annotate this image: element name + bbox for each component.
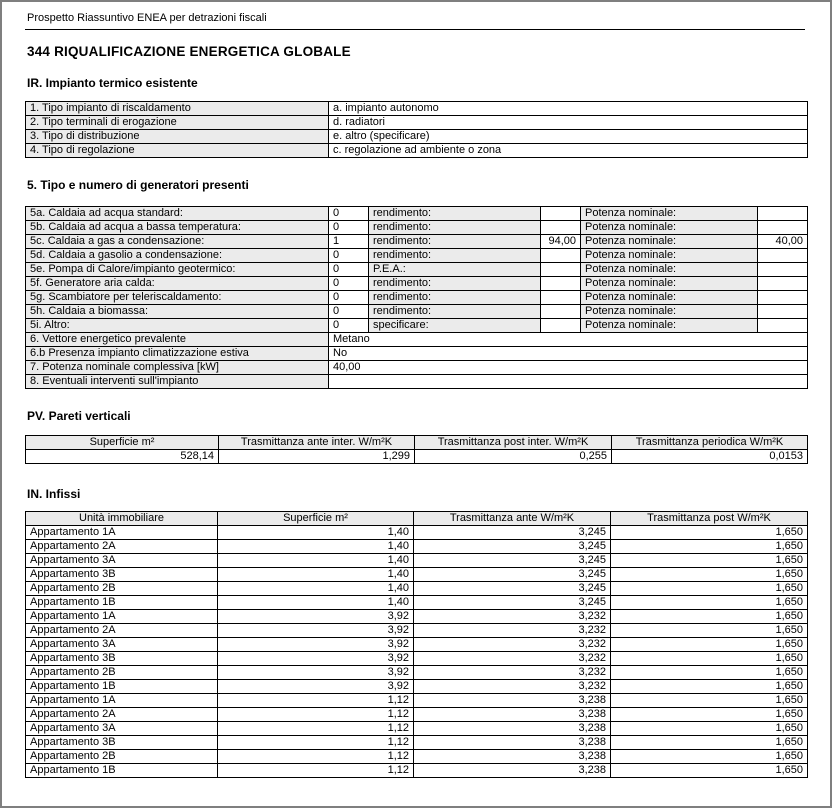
infissi-unit-cell: Appartamento 2A <box>26 624 218 638</box>
summary-row-label: 6. Vettore energetico prevalente <box>26 333 329 347</box>
infissi-trasmittanza-post-cell: 1,650 <box>611 736 808 750</box>
impianto-summary-row <box>26 347 808 361</box>
infissi-row <box>26 610 808 624</box>
generatore-param-label: rendimento: <box>369 277 541 291</box>
generatore-count: 0 <box>329 291 369 305</box>
generatore-param-label: specificare: <box>369 319 541 333</box>
generatori-table <box>25 206 808 389</box>
infissi-trasmittanza-ante-cell: 3,232 <box>414 680 611 694</box>
infissi-trasmittanza-post-cell: 1,650 <box>611 624 808 638</box>
generatore-power-value <box>758 305 808 319</box>
infissi-superficie-cell: 1,12 <box>218 736 414 750</box>
infissi-trasmittanza-ante-cell: 3,238 <box>414 750 611 764</box>
generatore-row <box>26 249 808 263</box>
infissi-trasmittanza-post-cell: 1,650 <box>611 596 808 610</box>
infissi-trasmittanza-post-cell: 1,650 <box>611 666 808 680</box>
pareti-value-cell: 0,0153 <box>612 450 808 464</box>
generatore-row <box>26 277 808 291</box>
infissi-superficie-cell: 3,92 <box>218 666 414 680</box>
generatore-power-value <box>758 277 808 291</box>
infissi-trasmittanza-ante-cell: 3,232 <box>414 610 611 624</box>
infissi-trasmittanza-ante-cell: 3,232 <box>414 624 611 638</box>
infissi-unit-cell: Appartamento 2A <box>26 540 218 554</box>
infissi-unit-cell: Appartamento 2B <box>26 666 218 680</box>
generatore-row <box>26 291 808 305</box>
infissi-unit-cell: Appartamento 1A <box>26 694 218 708</box>
generatore-power-label: Potenza nominale: <box>581 235 758 249</box>
infissi-unit-cell: Appartamento 1B <box>26 680 218 694</box>
infissi-superficie-cell: 1,40 <box>218 540 414 554</box>
infissi-trasmittanza-ante-cell: 3,245 <box>414 540 611 554</box>
generatore-power-value <box>758 221 808 235</box>
infissi-trasmittanza-ante-cell: 3,238 <box>414 722 611 736</box>
generatore-power-label: Potenza nominale: <box>581 263 758 277</box>
section-heading-impianto-termico: IR. Impianto termico esistente <box>27 76 198 90</box>
generatore-param-label: P.E.A.: <box>369 263 541 277</box>
generatore-param-value: 94,00 <box>541 235 581 249</box>
infissi-trasmittanza-post-cell: 1,650 <box>611 694 808 708</box>
generatore-param-label: rendimento: <box>369 305 541 319</box>
section-heading-generatori: 5. Tipo e numero di generatori presenti <box>27 178 249 192</box>
generatore-label: 5f. Generatore aria calda: <box>26 277 329 291</box>
infissi-trasmittanza-post-cell: 1,650 <box>611 610 808 624</box>
generatore-count: 0 <box>329 207 369 221</box>
generatore-power-label: Potenza nominale: <box>581 305 758 319</box>
impianto-summary-row <box>26 375 808 389</box>
impianto-row <box>26 144 808 158</box>
infissi-unit-cell: Appartamento 3A <box>26 638 218 652</box>
infissi-row <box>26 764 808 778</box>
infissi-superficie-cell: 1,40 <box>218 526 414 540</box>
infissi-unit-cell: Appartamento 3B <box>26 568 218 582</box>
infissi-trasmittanza-post-cell: 1,650 <box>611 540 808 554</box>
infissi-column-header: Trasmittanza ante W/m²K <box>414 512 611 526</box>
infissi-row <box>26 652 808 666</box>
infissi-row <box>26 540 808 554</box>
generatore-param-label: rendimento: <box>369 291 541 305</box>
infissi-unit-cell: Appartamento 3B <box>26 736 218 750</box>
document-content <box>2 2 830 778</box>
infissi-header-row <box>26 512 808 526</box>
pareti-column-header: Trasmittanza post inter. W/m²K <box>415 436 612 450</box>
pareti-column-header: Superficie m² <box>26 436 219 450</box>
infissi-trasmittanza-ante-cell: 3,245 <box>414 596 611 610</box>
infissi-row <box>26 708 808 722</box>
impianto-row-label: 4. Tipo di regolazione <box>26 144 329 158</box>
pareti-value-cell: 528,14 <box>26 450 219 464</box>
infissi-superficie-cell: 1,40 <box>218 554 414 568</box>
generatore-count: 1 <box>329 235 369 249</box>
generatore-param-label: rendimento: <box>369 207 541 221</box>
infissi-trasmittanza-post-cell: 1,650 <box>611 750 808 764</box>
generatore-label: 5d. Caldaia a gasolio a condensazione: <box>26 249 329 263</box>
infissi-superficie-cell: 1,40 <box>218 596 414 610</box>
infissi-trasmittanza-ante-cell: 3,232 <box>414 638 611 652</box>
summary-row-label: 7. Potenza nominale complessiva [kW] <box>26 361 329 375</box>
infissi-trasmittanza-ante-cell: 3,238 <box>414 764 611 778</box>
infissi-trasmittanza-ante-cell: 3,232 <box>414 652 611 666</box>
infissi-unit-cell: Appartamento 3B <box>26 652 218 666</box>
generatore-param-value <box>541 277 581 291</box>
pareti-header-row <box>26 436 808 450</box>
generatore-power-label: Potenza nominale: <box>581 249 758 263</box>
document-title: 344 RIQUALIFICAZIONE ENERGETICA GLOBALE <box>27 44 351 59</box>
infissi-row <box>26 596 808 610</box>
infissi-superficie-cell: 1,12 <box>218 764 414 778</box>
infissi-superficie-cell: 1,12 <box>218 722 414 736</box>
pareti-column-header: Trasmittanza periodica W/m²K <box>612 436 808 450</box>
generatore-power-label: Potenza nominale: <box>581 207 758 221</box>
infissi-row <box>26 624 808 638</box>
generatore-row <box>26 221 808 235</box>
document-header: Prospetto Riassuntivo ENEA per detrazioni fiscali <box>25 9 805 30</box>
impianto-summary-row <box>26 333 808 347</box>
generatore-power-value <box>758 263 808 277</box>
infissi-superficie-cell: 3,92 <box>218 610 414 624</box>
impianto-termico-table <box>25 101 808 158</box>
infissi-trasmittanza-post-cell: 1,650 <box>611 708 808 722</box>
impianto-row-label: 3. Tipo di distribuzione <box>26 130 329 144</box>
infissi-row <box>26 750 808 764</box>
infissi-trasmittanza-ante-cell: 3,238 <box>414 736 611 750</box>
infissi-row <box>26 694 808 708</box>
summary-row-value: Metano <box>329 333 808 347</box>
impianto-row-label: 1. Tipo impianto di riscaldamento <box>26 102 329 116</box>
generatore-power-label: Potenza nominale: <box>581 277 758 291</box>
summary-row-value: No <box>329 347 808 361</box>
infissi-row <box>26 638 808 652</box>
infissi-unit-cell: Appartamento 1A <box>26 526 218 540</box>
infissi-row <box>26 722 808 736</box>
generatore-label: 5i. Altro: <box>26 319 329 333</box>
generatore-label: 5h. Caldaia a biomassa: <box>26 305 329 319</box>
generatore-param-value <box>541 319 581 333</box>
generatore-row <box>26 319 808 333</box>
pareti-value-cell: 1,299 <box>219 450 415 464</box>
infissi-unit-cell: Appartamento 2B <box>26 750 218 764</box>
impianto-row <box>26 116 808 130</box>
summary-row-value <box>329 375 808 389</box>
generatore-label: 5c. Caldaia a gas a condensazione: <box>26 235 329 249</box>
infissi-superficie-cell: 1,12 <box>218 708 414 722</box>
infissi-trasmittanza-ante-cell: 3,238 <box>414 708 611 722</box>
summary-row-value: 40,00 <box>329 361 808 375</box>
impianto-row <box>26 130 808 144</box>
infissi-row <box>26 568 808 582</box>
infissi-trasmittanza-post-cell: 1,650 <box>611 582 808 596</box>
infissi-unit-cell: Appartamento 3A <box>26 554 218 568</box>
infissi-superficie-cell: 3,92 <box>218 638 414 652</box>
infissi-row <box>26 582 808 596</box>
infissi-trasmittanza-ante-cell: 3,245 <box>414 568 611 582</box>
infissi-trasmittanza-post-cell: 1,650 <box>611 526 808 540</box>
infissi-row <box>26 526 808 540</box>
generatore-param-value <box>541 305 581 319</box>
generatore-param-label: rendimento: <box>369 249 541 263</box>
generatore-power-label: Potenza nominale: <box>581 319 758 333</box>
infissi-unit-cell: Appartamento 2A <box>26 708 218 722</box>
generatore-row <box>26 305 808 319</box>
generatore-row <box>26 235 808 249</box>
impianto-row-value: e. altro (specificare) <box>329 130 808 144</box>
infissi-trasmittanza-post-cell: 1,650 <box>611 554 808 568</box>
generatore-row <box>26 207 808 221</box>
infissi-row <box>26 680 808 694</box>
impianto-row-value: c. regolazione ad ambiente o zona <box>329 144 808 158</box>
infissi-trasmittanza-ante-cell: 3,245 <box>414 554 611 568</box>
infissi-row <box>26 666 808 680</box>
generatore-param-value <box>541 221 581 235</box>
impianto-row <box>26 102 808 116</box>
generatore-power-value <box>758 291 808 305</box>
infissi-trasmittanza-post-cell: 1,650 <box>611 652 808 666</box>
infissi-trasmittanza-post-cell: 1,650 <box>611 568 808 582</box>
impianto-summary-row <box>26 361 808 375</box>
generatore-param-value <box>541 291 581 305</box>
generatore-power-value <box>758 249 808 263</box>
generatore-count: 0 <box>329 263 369 277</box>
impianto-row-label: 2. Tipo terminali di erogazione <box>26 116 329 130</box>
infissi-column-header: Unità immobiliare <box>26 512 218 526</box>
generatore-label: 5a. Caldaia ad acqua standard: <box>26 207 329 221</box>
generatore-param-value <box>541 249 581 263</box>
infissi-superficie-cell: 1,40 <box>218 568 414 582</box>
infissi-unit-cell: Appartamento 3A <box>26 722 218 736</box>
infissi-superficie-cell: 1,40 <box>218 582 414 596</box>
pareti-column-header: Trasmittanza ante inter. W/m²K <box>219 436 415 450</box>
generatore-row <box>26 263 808 277</box>
pareti-verticali-table <box>25 435 808 464</box>
generatore-label: 5b. Caldaia ad acqua a bassa temperatura: <box>26 221 329 235</box>
generatore-count: 0 <box>329 305 369 319</box>
generatore-param-value <box>541 263 581 277</box>
generatore-count: 0 <box>329 319 369 333</box>
pareti-value-row <box>26 450 808 464</box>
infissi-row <box>26 736 808 750</box>
infissi-superficie-cell: 1,12 <box>218 694 414 708</box>
infissi-table <box>25 511 808 778</box>
generatore-count: 0 <box>329 249 369 263</box>
generatore-param-label: rendimento: <box>369 221 541 235</box>
generatore-power-label: Potenza nominale: <box>581 291 758 305</box>
infissi-trasmittanza-ante-cell: 3,238 <box>414 694 611 708</box>
infissi-unit-cell: Appartamento 1B <box>26 764 218 778</box>
generatore-power-value <box>758 207 808 221</box>
infissi-trasmittanza-post-cell: 1,650 <box>611 680 808 694</box>
generatore-label: 5e. Pompa di Calore/impianto geotermico: <box>26 263 329 277</box>
generatore-power-value <box>758 319 808 333</box>
generatore-count: 0 <box>329 221 369 235</box>
infissi-unit-cell: Appartamento 1A <box>26 610 218 624</box>
infissi-row <box>26 554 808 568</box>
impianto-row-value: a. impianto autonomo <box>329 102 808 116</box>
pareti-value-cell: 0,255 <box>415 450 612 464</box>
infissi-unit-cell: Appartamento 1B <box>26 596 218 610</box>
summary-row-label: 8. Eventuali interventi sull'impianto <box>26 375 329 389</box>
infissi-trasmittanza-ante-cell: 3,245 <box>414 582 611 596</box>
infissi-column-header: Superficie m² <box>218 512 414 526</box>
infissi-superficie-cell: 1,12 <box>218 750 414 764</box>
impianto-row-value: d. radiatori <box>329 116 808 130</box>
infissi-trasmittanza-post-cell: 1,650 <box>611 722 808 736</box>
infissi-superficie-cell: 3,92 <box>218 624 414 638</box>
generatore-power-label: Potenza nominale: <box>581 221 758 235</box>
infissi-column-header: Trasmittanza post W/m²K <box>611 512 808 526</box>
infissi-trasmittanza-post-cell: 1,650 <box>611 764 808 778</box>
generatore-param-label: rendimento: <box>369 235 541 249</box>
section-heading-pareti-verticali: PV. Pareti verticali <box>27 409 131 423</box>
infissi-trasmittanza-post-cell: 1,650 <box>611 638 808 652</box>
infissi-unit-cell: Appartamento 2B <box>26 582 218 596</box>
summary-row-label: 6.b Presenza impianto climatizzazione estiva <box>26 347 329 361</box>
generatore-label: 5g. Scambiatore per teleriscaldamento: <box>26 291 329 305</box>
infissi-trasmittanza-ante-cell: 3,232 <box>414 666 611 680</box>
generatore-count: 0 <box>329 277 369 291</box>
generatore-power-value: 40,00 <box>758 235 808 249</box>
infissi-superficie-cell: 3,92 <box>218 680 414 694</box>
generatore-param-value <box>541 207 581 221</box>
section-heading-infissi: IN. Infissi <box>27 487 81 501</box>
infissi-trasmittanza-ante-cell: 3,245 <box>414 526 611 540</box>
infissi-superficie-cell: 3,92 <box>218 652 414 666</box>
